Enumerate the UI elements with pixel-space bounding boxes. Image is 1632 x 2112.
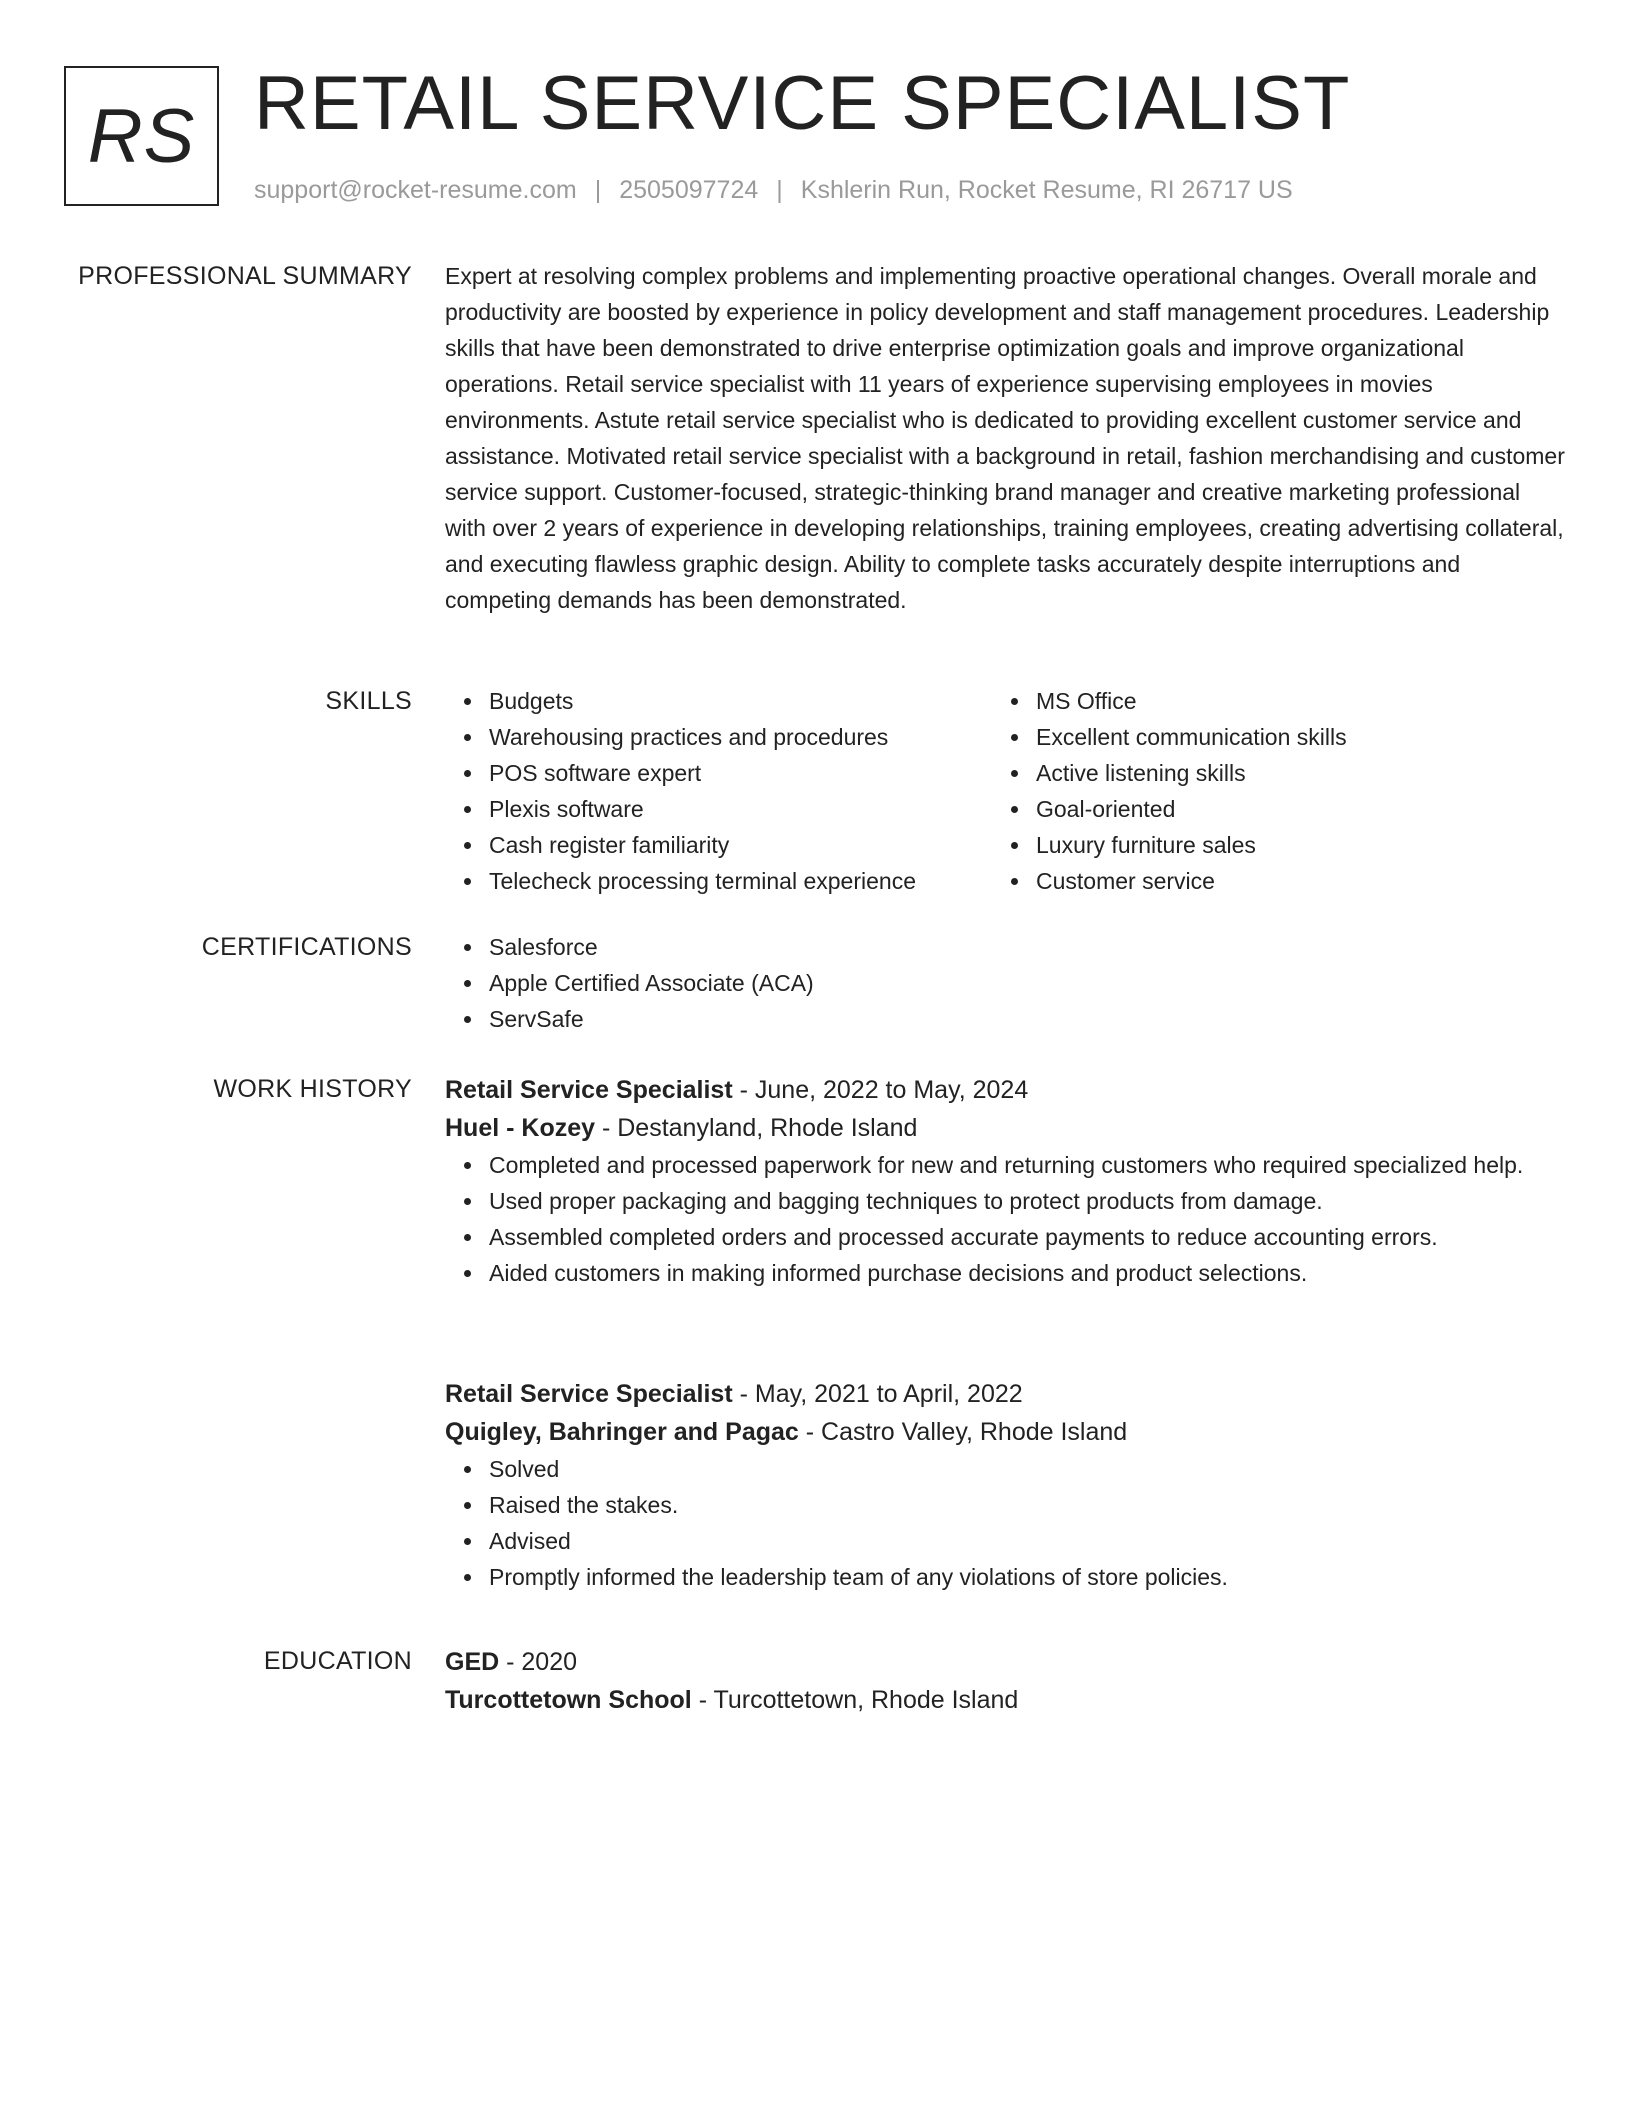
contact-email[interactable]: support@rocket-resume.com xyxy=(254,176,577,204)
contact-address: Kshlerin Run, Rocket Resume, RI 26717 US xyxy=(800,176,1293,204)
list-item: Assembled completed orders and processed accurate payments to reduce accounting errors. xyxy=(489,1219,1565,1255)
job-title: Retail Service Specialist xyxy=(445,1380,733,1408)
list-item: Plexis software xyxy=(489,791,992,827)
list-item: Warehousing practices and procedures xyxy=(489,719,992,755)
job-entry xyxy=(445,1375,1565,1595)
school-line xyxy=(445,1681,1565,1719)
list-item: Luxury furniture sales xyxy=(1036,827,1539,863)
job-dates: - May, 2021 to April, 2022 xyxy=(732,1380,1023,1408)
section-label: EDUCATION xyxy=(263,1647,412,1675)
skills-column-right xyxy=(992,683,1539,899)
list-item: Aided customers in making informed purchase decisions and product selections. xyxy=(489,1255,1565,1291)
list-item: Completed and processed paperwork for new and returning customers who required specialized help. xyxy=(489,1147,1565,1183)
job-employer xyxy=(445,1413,1565,1451)
list-item: Solved xyxy=(489,1451,1565,1487)
section-label: CERTIFICATIONS xyxy=(201,933,412,961)
list-item: Customer service xyxy=(1036,863,1539,899)
section-label: PROFESSIONAL SUMMARY xyxy=(78,262,412,290)
contact-phone[interactable]: 2505097724 xyxy=(619,176,759,204)
job-entry xyxy=(445,1071,1565,1291)
skills-columns xyxy=(445,683,1565,899)
list-item: Promptly informed the leadership team of any violations of store policies. xyxy=(489,1559,1565,1595)
list-item: Used proper packaging and bagging techniques to protect products from damage. xyxy=(489,1183,1565,1219)
list-item: Excellent communication skills xyxy=(1036,719,1539,755)
education-entry xyxy=(445,1643,1565,1719)
list-item: Apple Certified Associate (ACA) xyxy=(489,965,1565,1001)
job-dates: - June, 2022 to May, 2024 xyxy=(732,1076,1029,1104)
initials-monogram: RS xyxy=(64,66,219,206)
list-item: Cash register familiarity xyxy=(489,827,992,863)
contact-line xyxy=(254,172,1293,208)
section-label: SKILLS xyxy=(325,687,412,715)
list-item: Advised xyxy=(489,1523,1565,1559)
company-location: - Castro Valley, Rhode Island xyxy=(798,1418,1128,1446)
job-heading xyxy=(445,1071,1565,1109)
school-name: Turcottetown School xyxy=(445,1686,692,1714)
job-heading xyxy=(445,1375,1565,1413)
company-name: Quigley, Bahringer and Pagac xyxy=(445,1418,799,1446)
school-location: - Turcottetown, Rhode Island xyxy=(691,1686,1019,1714)
degree-year: - 2020 xyxy=(499,1648,578,1676)
job-title: Retail Service Specialist xyxy=(445,1076,733,1104)
list-item: Goal-oriented xyxy=(1036,791,1539,827)
resume-title: RETAIL SERVICE SPECIALIST xyxy=(254,61,1351,146)
degree-name: GED xyxy=(445,1648,500,1676)
section-label: WORK HISTORY xyxy=(213,1075,412,1103)
company-location: - Destanyland, Rhode Island xyxy=(595,1114,918,1142)
separator: | xyxy=(594,176,602,204)
list-item: ServSafe xyxy=(489,1001,1565,1037)
list-item: Salesforce xyxy=(489,929,1565,965)
certifications-list xyxy=(445,929,1565,1037)
list-item: Raised the stakes. xyxy=(489,1487,1565,1523)
list-item: POS software expert xyxy=(489,755,992,791)
list-item: Telecheck processing terminal experience xyxy=(489,863,992,899)
job-employer xyxy=(445,1109,1565,1147)
list-item: MS Office xyxy=(1036,683,1539,719)
list-item: Budgets xyxy=(489,683,992,719)
separator: | xyxy=(776,176,783,204)
list-item: Active listening skills xyxy=(1036,755,1539,791)
degree-line xyxy=(445,1643,1565,1681)
company-name: Huel - Kozey xyxy=(445,1114,596,1142)
summary-text: Expert at resolving complex problems and implementing proactive operational changes. Overall morale and productivity are boosted by experience in policy development and staff management procedures. Leadership skills that have been demonstrated to drive enterprise optimization goals and improve organizational operations. Retail service specialist with 11 years of experience supervising employees in movies environments. Astute retail service specialist who is dedicated to providing excellent customer service and assistance. Motivated retail service specialist with a background in retail, fashion merchandising and customer service support. Customer-focused, strategic-thinking brand manager and creative marketing professional with over 2 years of experience in developing relationships, training employees, creating advertising collateral, and executing flawless graphic design. Ability to complete tasks accurately despite interruptions and competing demands has been demonstrated. xyxy=(445,263,1565,613)
skills-column-left xyxy=(445,683,992,899)
